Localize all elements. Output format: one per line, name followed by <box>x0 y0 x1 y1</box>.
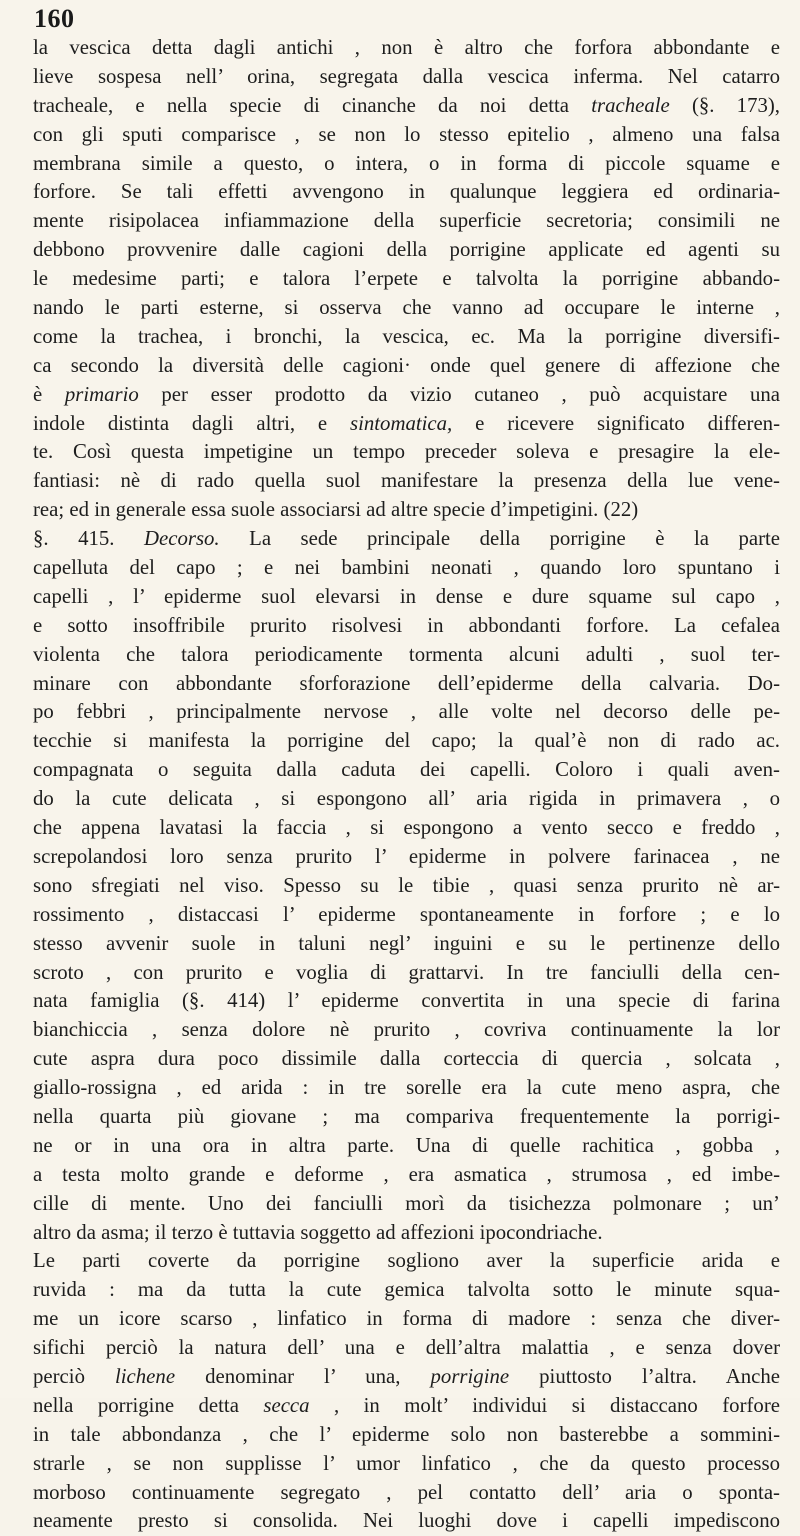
text-segment: §. 415. <box>33 527 144 551</box>
text-line <box>33 525 780 554</box>
text-segment: in tale abbondanza , che l’ epiderme solo non basterebbe a sommini- <box>33 1422 780 1446</box>
text-line <box>33 612 780 641</box>
text-segment: debbono provvenire dalle cagioni della porrigine applicate ed agenti su <box>33 238 780 262</box>
text-segment: nata famiglia (§. 414) l’ epiderme convertita in una specie di farina <box>33 989 780 1013</box>
text-line <box>33 1334 780 1363</box>
text-segment: scroto , con prurito e voglia di grattarvi. In tre fanciulli della cen- <box>33 960 780 984</box>
text-segment: mente risipolacea infiammazione della superficie secretoria; consimili ne <box>33 209 780 233</box>
text-line <box>33 1190 780 1219</box>
text-line <box>33 207 780 236</box>
text-line <box>33 1305 780 1334</box>
text-line <box>33 323 780 352</box>
text-line <box>33 872 780 901</box>
text-segment: strarle , se non supplisse l’ umor linfatico , che da questo processo <box>33 1451 780 1475</box>
text-segment: do la cute delicata , si espongono all’ aria rigida in primavera , o <box>33 787 780 811</box>
text-line <box>33 63 780 92</box>
text-segment: La sede principale della porrigine è la parte <box>219 527 780 551</box>
text-line <box>33 554 780 583</box>
text-line <box>33 670 780 699</box>
text-segment: bianchiccia , senza dolore nè prurito , covriva continuamente la lor <box>33 1018 780 1042</box>
body-text <box>33 34 780 1536</box>
text-segment: ca secondo la diversità delle cagioni· onde quel genere di affezione che <box>33 353 780 377</box>
text-segment: ne or in una ora in altra parte. Una di quelle rachitica , gobba , <box>33 1133 780 1157</box>
text-segment: che appena lavatasi la faccia , si espongono a vento secco e freddo , <box>33 816 780 840</box>
text-line <box>33 1507 780 1536</box>
text-segment: a testa molto grande e deforme , era asmatica , strumosa , ed imbe- <box>33 1162 780 1186</box>
text-segment: me un icore scarso , linfatico in forma di madore : senza che diver- <box>33 1307 780 1331</box>
text-line <box>33 959 780 988</box>
text-line <box>33 930 780 959</box>
text-line <box>33 1132 780 1161</box>
text-line <box>33 34 780 63</box>
text-line <box>33 756 780 785</box>
text-segment: Le parti coverte da porrigine sogliono aver la superficie arida e <box>33 1249 780 1273</box>
text-segment: cille di mente. Uno dei fanciulli morì da tisichezza polmonare ; un’ <box>33 1191 780 1215</box>
text-segment: rea; ed in generale essa suole associarsi ad altre specie d’impetigini. (22) <box>33 498 639 522</box>
text-segment: sono sfregiati nel viso. Spesso su le tibie , quasi senza prurito nè ar- <box>33 873 780 897</box>
text-segment: nando le parti esterne, si osserva che vanno ad occupare le interne , <box>33 296 780 320</box>
text-segment: con gli sputi comparisce , se non lo stesso epitelio , almeno una falsa <box>33 122 780 146</box>
text-line <box>33 410 780 439</box>
text-line <box>33 1103 780 1132</box>
text-segment: te. Così questa impetigine un tempo preceder soleva e presagire la ele- <box>33 440 780 464</box>
text-segment: ruvida : ma da tutta la cute gemica talvolta sotto le minute squa- <box>33 1278 780 1302</box>
text-segment: rossimento , distaccasi l’ epiderme spontaneamente in forfore ; e lo <box>33 902 780 926</box>
text-line <box>33 1074 780 1103</box>
text-segment: stesso avvenir suole in taluni negl’ inguini e su le pertinenze dello <box>33 931 780 955</box>
text-line <box>33 727 780 756</box>
text-segment: indole distinta dagli altri, e <box>33 411 350 435</box>
italic-term: sintomatica, <box>350 411 453 435</box>
italic-term: secca <box>263 1393 310 1417</box>
text-line <box>33 1016 780 1045</box>
text-segment: capelli , l’ epiderme suol elevarsi in dense e dure squame sul capo , <box>33 584 780 608</box>
text-segment: screpolandosi loro senza prurito l’ epiderme in polvere farinacea , ne <box>33 844 780 868</box>
text-segment: tracheale, e nella specie di cinanche da noi detta <box>33 93 592 117</box>
text-segment: violenta che talora periodicamente tormenta alcuni adulti , suol ter- <box>33 642 780 666</box>
text-line <box>33 1045 780 1074</box>
text-line <box>33 265 780 294</box>
text-segment: capelluta del capo ; e nei bambini neonati , quando loro spuntano i <box>33 556 780 580</box>
text-segment: nella quarta più giovane ; ma compariva frequentemente la porrigi- <box>33 1104 780 1128</box>
text-segment: neamente presto si consolida. Nei luoghi dove i capelli impediscono <box>33 1509 780 1533</box>
text-segment: sifichi perciò la natura dell’ una e dell’altra malattia , e senza dover <box>33 1336 780 1360</box>
italic-term: tracheale <box>591 93 670 117</box>
text-line <box>33 1392 780 1421</box>
text-line <box>33 121 780 150</box>
italic-term: Decorso. <box>143 527 220 551</box>
italic-term: porrigine <box>430 1364 510 1388</box>
text-line <box>33 381 780 410</box>
text-segment: le medesime parti; e talora l’erpete e talvolta la porrigine abbando- <box>33 267 780 291</box>
text-line <box>33 901 780 930</box>
text-line <box>33 1161 780 1190</box>
text-line <box>33 785 780 814</box>
text-line <box>33 352 780 381</box>
text-line <box>33 150 780 179</box>
page-number: 160 <box>34 4 75 33</box>
italic-term: lichene <box>115 1364 176 1388</box>
text-line <box>33 1479 780 1508</box>
text-line <box>33 1247 780 1276</box>
text-line <box>33 1276 780 1305</box>
text-segment: e ricevere significato differen- <box>452 411 780 435</box>
text-segment: membrana simile a questo, o intera, o in forma di piccole squame e <box>33 151 780 175</box>
text-segment: la vescica detta dagli antichi , non è altro che forfora abbondante e <box>33 36 780 59</box>
text-segment: e sotto insoffribile prurito risolvesi in abbondanti forfore. La cefalea <box>33 613 780 637</box>
text-line <box>33 1363 780 1392</box>
text-segment: minare con abbondante sforforazione dell’epiderme della calvaria. Do- <box>33 671 780 695</box>
text-segment: piuttosto l’altra. Anche <box>509 1364 780 1388</box>
text-segment: nella porrigine detta <box>33 1393 264 1417</box>
text-line <box>33 236 780 265</box>
text-line <box>33 1219 780 1248</box>
text-line <box>33 178 780 207</box>
italic-term: primario <box>64 382 139 406</box>
text-segment: compagnata o seguita dalla caduta dei capelli. Coloro i quali aven- <box>33 758 780 782</box>
text-line <box>33 987 780 1016</box>
text-line <box>33 496 780 525</box>
text-segment: lieve sospesa nell’ orina, segregata dalla vescica inferma. Nel catarro <box>33 64 780 88</box>
text-segment: altro da asma; il terzo è tuttavia soggetto ad affezioni ipocondriache. <box>33 1220 603 1244</box>
text-segment: per esser prodotto da vizio cutaneo , può acquistare una <box>138 382 780 406</box>
text-segment: giallo-rossigna , ed arida : in tre sorelle era la cute meno aspra, che <box>33 1076 780 1100</box>
text-segment: morboso continuamente segregato , pel contatto dell’ aria o sponta- <box>33 1480 780 1504</box>
text-line <box>33 438 780 467</box>
text-segment: è <box>33 382 65 406</box>
text-segment: come la trachea, i bronchi, la vescica, ec. Ma la porrigine diversifi- <box>33 324 780 348</box>
text-line <box>33 467 780 496</box>
text-line <box>33 92 780 121</box>
text-segment: tecchie si manifesta la porrigine del capo; la qual’è non di rado ac. <box>33 729 780 753</box>
text-line <box>33 698 780 727</box>
text-segment: fantiasi: nè di rado quella suol manifestare la presenza della lue vene- <box>33 469 780 493</box>
text-segment: , in molt’ individui si distaccano forfore <box>309 1393 780 1417</box>
text-segment: denominar l’ una, <box>175 1364 431 1388</box>
text-line <box>33 294 780 323</box>
text-segment: po febbri , principalmente nervose , alle volte nel decorso delle pe- <box>33 700 780 724</box>
text-line <box>33 843 780 872</box>
text-line <box>33 583 780 612</box>
text-segment: forfore. Se tali effetti avvengono in qualunque leggiera ed ordinaria- <box>33 180 780 204</box>
text-line <box>33 814 780 843</box>
text-segment: cute aspra dura poco dissimile dalla corteccia di quercia , solcata , <box>33 1047 780 1071</box>
text-line <box>33 1421 780 1450</box>
text-segment: (§. 173), <box>669 93 780 117</box>
text-line <box>33 1450 780 1479</box>
text-segment: perciò <box>33 1364 115 1388</box>
text-line <box>33 641 780 670</box>
